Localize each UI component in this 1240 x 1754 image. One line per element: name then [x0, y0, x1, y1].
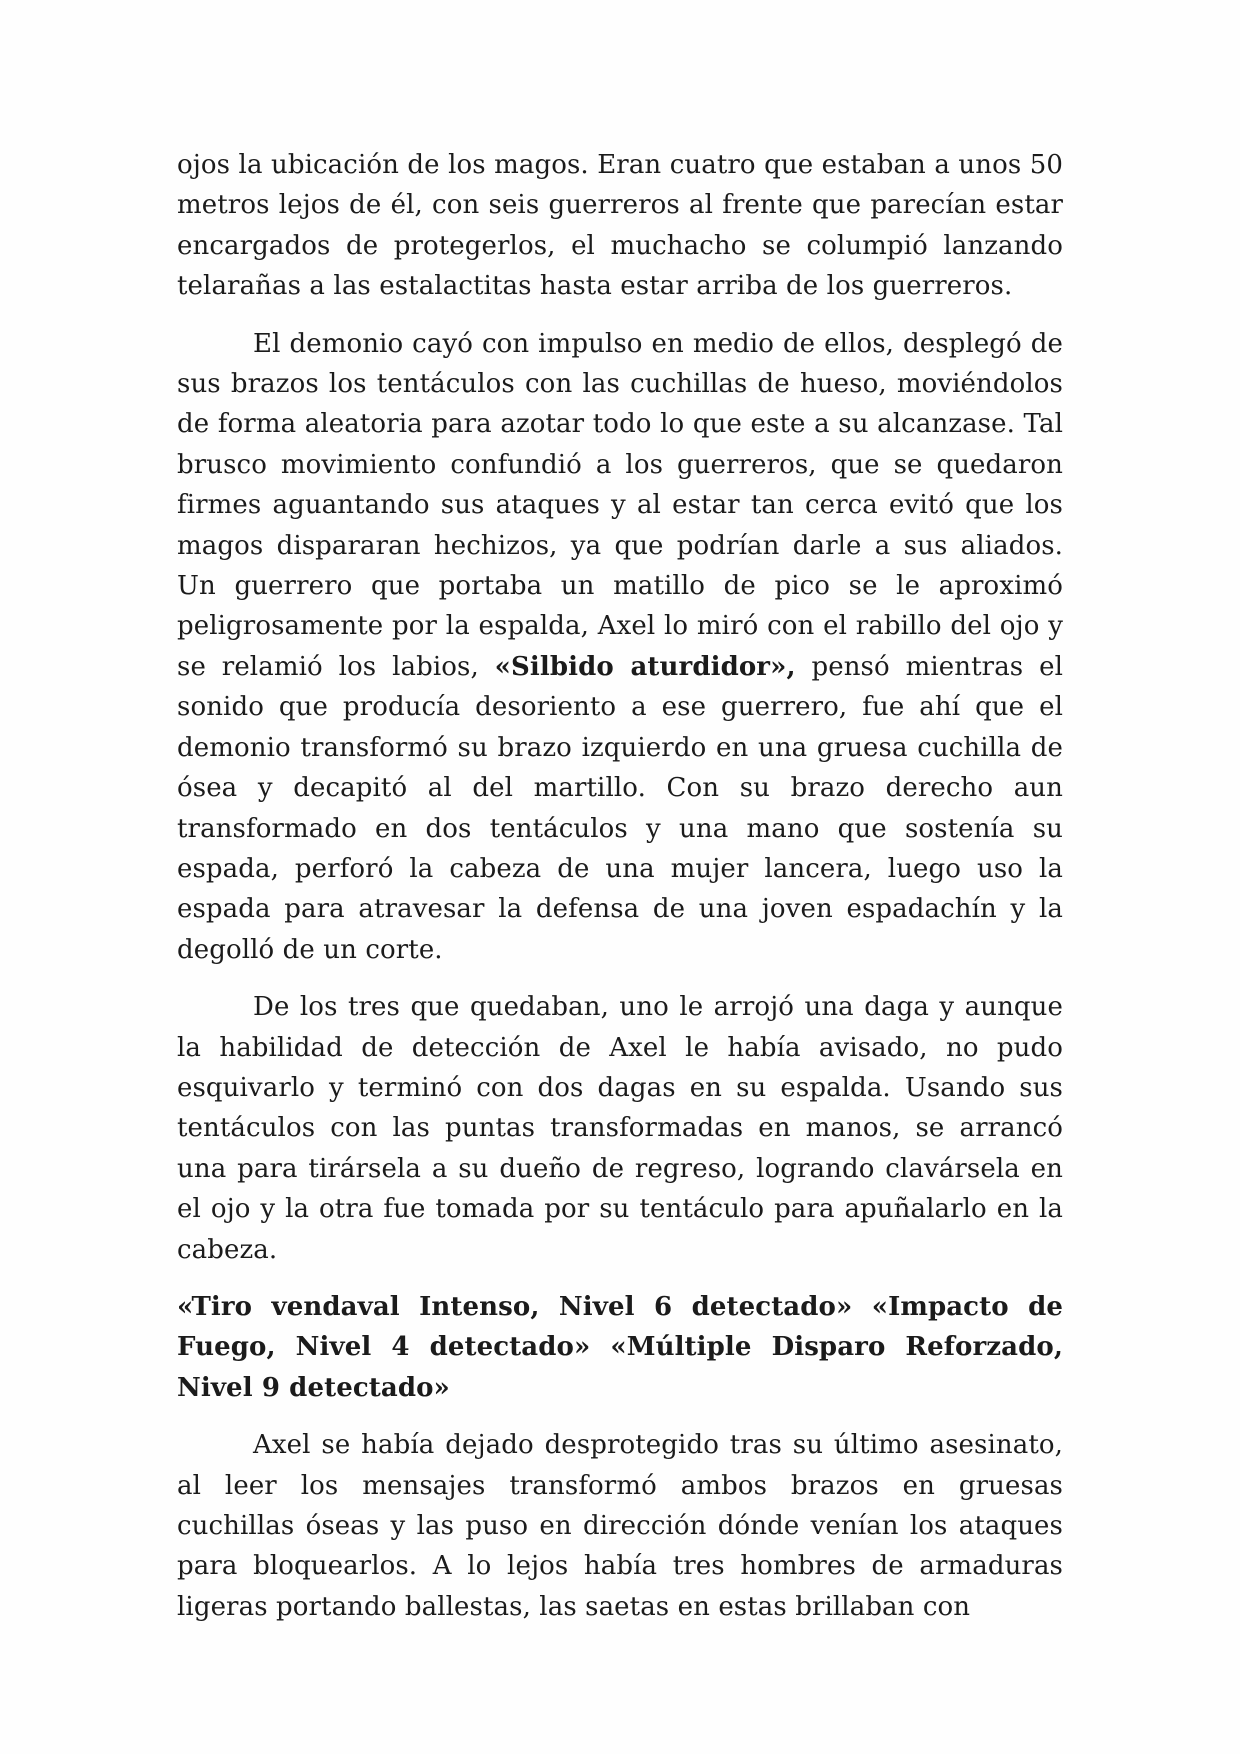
paragraph-1	[177, 145, 1063, 307]
body-text	[177, 145, 1063, 1627]
system-messages	[177, 1287, 1063, 1408]
paragraph-2-text-a: El demonio cayó con impulso en medio de ellos, desplegó de sus brazos los tentáculos con las cuchillas de hueso, moviéndolos de forma aleatoria para azotar todo lo que este a su alcanzase. Tal brusco movimiento confundió a los guerreros, que se quedaron firmes aguantando sus ataques y al estar tan cerca evitó que los magos dispararan hechizos, ya que podrían darle a sus aliados. Un guerrero que portaba un matillo de pico se le aproximó peligrosamente por la espalda, Axel lo miró con el rabillo del ojo y se relamió los labios,	[177, 328, 1063, 682]
paragraph-5	[177, 1425, 1063, 1627]
skill-name-silbido: «Silbido aturdidor»,	[494, 651, 796, 682]
paragraph-5-text: Axel se había dejado desprotegido tras su último asesinato, al leer los mensajes transformó ambos brazos en gruesas cuchillas óseas y las puso en dirección dónde venían los ataques para bloquearlos. A lo lejos había tres hombres de armaduras ligeras portando ballestas, las saetas en estas brillaban con	[177, 1430, 1063, 1622]
paragraph-3	[177, 987, 1063, 1270]
system-messages-text: «Tiro vendaval Intenso, Nivel 6 detectado» «Impacto de Fuego, Nivel 4 detectado» «Múltiple Disparo Reforzado, Nivel 9 detectado»	[177, 1291, 1063, 1403]
paragraph-3-text: De los tres que quedaban, uno le arrojó una daga y aunque la habilidad de detección de Axel le había avisado, no pudo esquivarlo y terminó con dos dagas en su espalda. Usando sus tentáculos con las puntas transformadas en manos, se arrancó una para tirársela a su dueño de regreso, logrando clavársela en el ojo y la otra fue tomada por su tentáculo para apuñalarlo en la cabeza.	[177, 992, 1063, 1265]
paragraph-2-text-b: pensó mientras el sonido que producía desoriento a ese guerrero, fue ahí que el demonio transformó su brazo izquierdo en una gruesa cuchilla de ósea y decapitó al del martillo. Con su brazo derecho aun transformado en dos tentáculos y una mano que sostenía su espada, perforó la cabeza de una mujer lancera, luego uso la espada para atravesar la defensa de una joven espadachín y la degolló de un corte.	[177, 651, 1063, 965]
paragraph-2	[177, 324, 1063, 971]
paragraph-1-text: ojos la ubicación de los magos. Eran cuatro que estaban a unos 50 metros lejos de él, con seis guerreros al frente que parecían estar encargados de protegerlos, el muchacho se columpió lanzando telarañas a las estalactitas hasta estar arriba de los guerreros.	[177, 150, 1063, 302]
